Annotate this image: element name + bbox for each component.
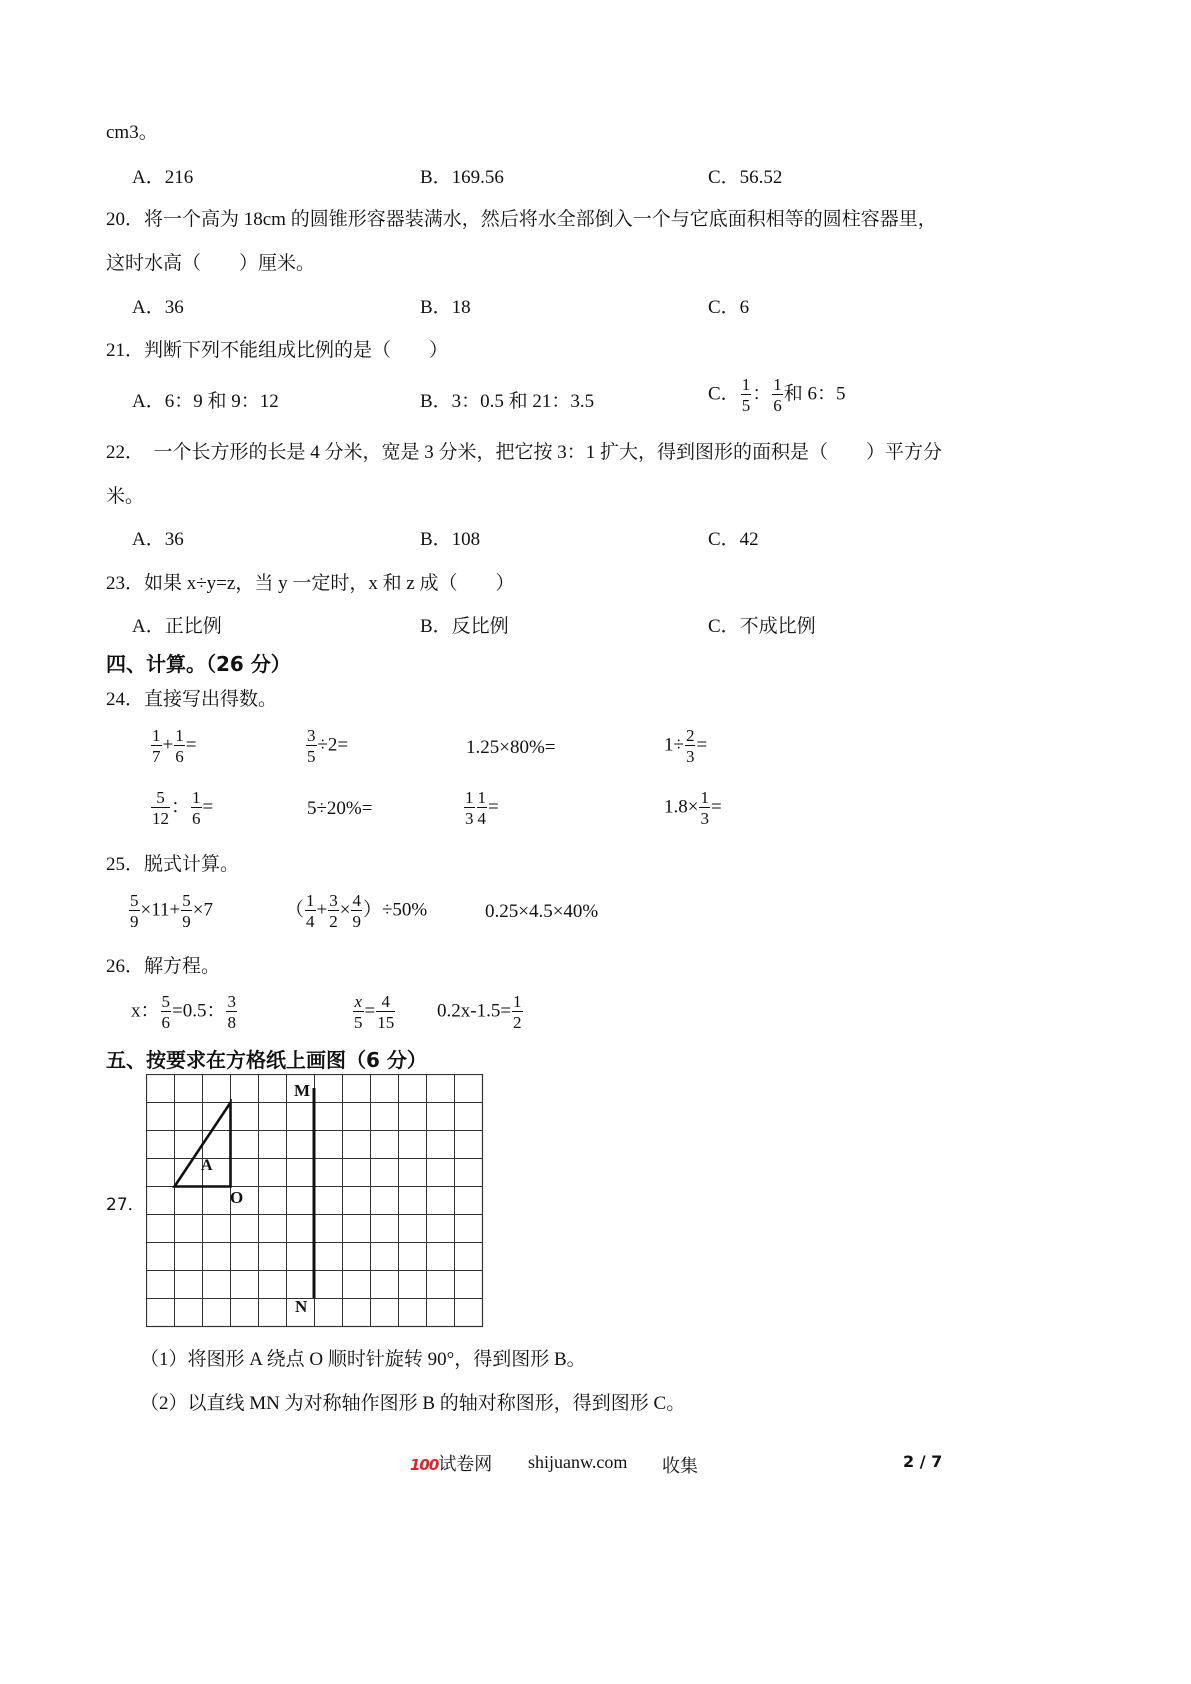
q20-line1: 20．将一个高为 18cm 的圆锥形容器装满水，然后将水全部倒入一个与它底面积相等的圆柱容器里，	[106, 209, 937, 230]
q25-calc-3: 0.25×4.5×40%	[485, 901, 599, 922]
fraction: $\frac{5}{9}$	[182, 891, 191, 931]
q26-equation-1: x： $\frac{5}{6}$ =0.5： $\frac{3}{8}$	[131, 992, 236, 1032]
q22-option-b: B．108	[420, 529, 481, 550]
fraction: $\frac{1}{4}$	[306, 891, 315, 931]
q20-option-c: C．6	[708, 297, 750, 318]
q24-stem: 24．直接写出得数。	[106, 689, 278, 710]
q20-option-b: B．18	[420, 297, 471, 318]
footer-collect: 收集	[662, 1456, 698, 1476]
q21-option-b: B．3：0.5 和 21：3.5	[420, 391, 595, 412]
q22-option-c: C．42	[708, 529, 759, 550]
q23-option-b: B．反比例	[420, 616, 509, 637]
fraction: $\frac{3}{5}$	[307, 726, 316, 766]
q27-grid-svg	[146, 1074, 484, 1330]
q21-option-a: A．6：9 和 9：12	[132, 391, 279, 412]
fraction: $\frac{1}{5}$	[741, 375, 751, 415]
q22-line1: 22． 一个长方形的长是 4 分米，宽是 3 分米，把它按 3：1 扩大，得到图形的面积是（ ）平方分	[106, 442, 943, 463]
q27-number: 27．	[106, 1195, 145, 1215]
logo-100-icon: 100	[410, 1456, 439, 1474]
label-o: O	[230, 1188, 244, 1207]
q25-calc-1: $\frac{5}{9}$ ×11+ $\frac{5}{9}$ ×7	[130, 891, 213, 931]
fraction: $\frac{1}{2}$	[513, 992, 522, 1032]
logo-text: 试卷网	[438, 1454, 493, 1474]
label-m: M	[294, 1081, 311, 1100]
q23-stem: 23．如果 x÷y=z，当 y 一定时，x 和 z 成（ ）	[106, 573, 515, 594]
q27-sub2: （2）以直线 MN 为对称轴作图形 B 的轴对称图形，得到图形 C。	[140, 1393, 686, 1414]
fraction: $\frac{5}{12}$	[152, 788, 169, 828]
q25-calc-2: （ $\frac{1}{4}$ + $\frac{3}{2}$ × $\frac{4}{9}$ ）÷50%	[285, 891, 428, 931]
q22-line2: 米。	[106, 486, 145, 507]
fraction: $\frac{x}{5}$	[354, 992, 363, 1032]
q24-expr-2: $\frac{3}{5}$ ÷2=	[307, 726, 349, 766]
q27-sub1: （1）将图形 A 绕点 O 顺时针旋转 90°，得到图形 B。	[140, 1349, 586, 1370]
q25-stem: 25．脱式计算。	[106, 854, 240, 875]
label-n: N	[295, 1297, 308, 1316]
fraction: $\frac{1}{4}$	[477, 788, 486, 828]
fraction: $\frac{1}{3}$	[700, 788, 709, 828]
q26-stem: 26．解方程。	[106, 956, 221, 977]
q22-option-a: A．36	[132, 529, 184, 550]
fraction: $\frac{1}{7}$	[152, 726, 161, 766]
q23-option-a: A．正比例	[132, 616, 222, 637]
fraction: $\frac{1}{3}$	[465, 788, 474, 828]
q21-option-c-prefix: C．	[708, 383, 740, 405]
q19-option-a: A．216	[132, 167, 194, 188]
q26-equation-3: 0.2x-1.5= $\frac{1}{2}$	[437, 992, 522, 1032]
q24-expr-7: $\frac{1}{3}$ $\frac{1}{4}$ =	[465, 788, 499, 828]
q21-option-c: C． $\frac{1}{5}$ ： $\frac{1}{6}$ 和 6：5	[708, 375, 846, 415]
fraction: $\frac{5}{9}$	[130, 891, 139, 931]
q23-option-c: C．不成比例	[708, 616, 816, 637]
label-a: A	[201, 1157, 213, 1174]
q24-expr-6: 5÷20%=	[307, 798, 373, 819]
footer-site[interactable]: shijuanw.com	[528, 1452, 628, 1472]
q24-expr-4: 1÷ $\frac{2}{3}$ =	[664, 726, 708, 766]
fraction: $\frac{5}{6}$	[161, 992, 171, 1032]
fraction: $\frac{2}{3}$	[685, 726, 695, 766]
q21-stem: 21．判断下列不能组成比例的是（ ）	[106, 340, 449, 361]
q24-expr-5: $\frac{5}{12}$ ： $\frac{1}{6}$ =	[152, 788, 214, 828]
q24-expr-1: $\frac{1}{7}$ + $\frac{1}{6}$ =	[152, 726, 197, 766]
q20-option-a: A．36	[132, 297, 184, 318]
section5-title: 五、按要求在方格纸上画图（6 分）	[106, 1048, 427, 1072]
q19-tail-text: cm3。	[106, 122, 158, 143]
q20-line2: 这时水高（ ）厘米。	[106, 253, 316, 274]
fraction: $\frac{3}{8}$	[227, 992, 236, 1032]
fraction: $\frac{1}{6}$	[192, 788, 201, 828]
q24-expr-3: 1.25×80%=	[466, 737, 556, 758]
fraction: $\frac{3}{2}$	[329, 891, 338, 931]
fraction: $\frac{1}{6}$	[175, 726, 184, 766]
section4-title: 四、计算。（26 分）	[106, 652, 291, 676]
q19-option-c: C．56.52	[708, 167, 783, 188]
q27-grid-figure	[146, 1074, 484, 1330]
fraction: $\frac{4}{15}$	[377, 992, 395, 1032]
page-number: 2 / 7	[903, 1452, 943, 1471]
fraction: $\frac{1}{6}$	[773, 375, 782, 415]
footer-logo	[410, 1450, 492, 1476]
fraction: $\frac{4}{9}$	[352, 891, 361, 931]
q19-option-b: B．169.56	[420, 167, 504, 188]
q24-expr-8: 1.8× $\frac{1}{3}$ =	[664, 788, 722, 828]
q26-equation-2: $\frac{x}{5}$ = $\frac{4}{15}$	[354, 992, 395, 1032]
